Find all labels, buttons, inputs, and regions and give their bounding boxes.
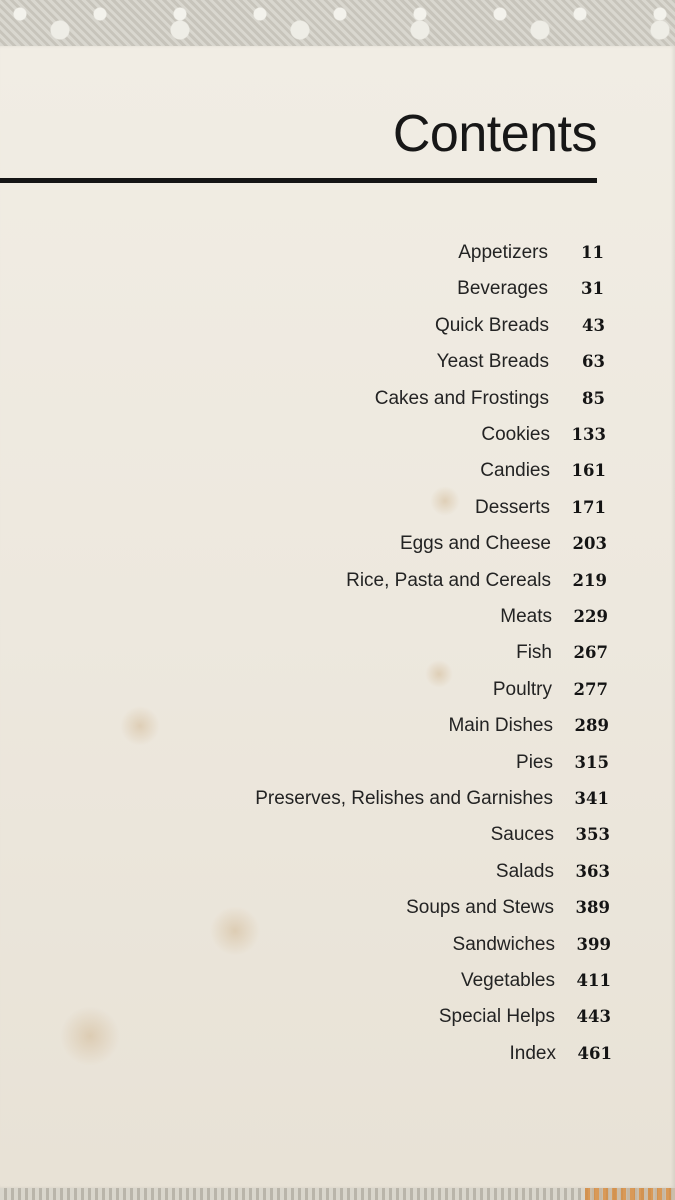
toc-entry-title: Appetizers [458,242,548,263]
toc-entry-title: Pies [516,751,553,773]
toc-entry-page-number: 353 [575,825,610,845]
toc-entry-page-number: 203 [572,534,607,554]
toc-entry [0,566,675,596]
toc-entry-page-number: 363 [575,861,610,881]
toc-entry [0,493,675,523]
toc-entry-title: Yeast Breads [436,351,549,373]
toc-entry [0,930,675,960]
toc-entry-page-number: 389 [575,898,610,918]
toc-entry [0,638,675,668]
toc-entry-title: Fish [516,642,552,664]
toc-entry-title: Vegetables [460,970,555,991]
toc-entry [0,966,675,996]
toc-entry-page-number: 171 [571,497,606,517]
toc-entry-title: Desserts [475,496,550,518]
toc-entry-page-number: 315 [574,752,609,772]
toc-entry-page-number: 289 [574,716,609,736]
toc-entry [0,529,675,559]
toc-entry [0,456,675,486]
toc-entry-page-number: 411 [576,971,611,990]
toc-entry-title: Cookies [481,424,550,445]
toc-entry-title: Salads [495,860,554,882]
toc-entry-title: Poultry [492,678,552,700]
toc-entry-page-number: 133 [571,425,606,444]
toc-entry-page-number: 461 [577,1043,612,1063]
toc-entry [0,1039,675,1069]
toc-entry-title: Sauces [490,824,554,846]
toc-entry [0,857,675,887]
toc-entry-title: Candies [480,460,550,482]
toc-entry-page-number: 399 [576,934,611,954]
toc-entry [0,893,675,923]
toc-entry-page-number: 43 [582,315,605,335]
toc-entry [0,748,675,778]
toc-entry [0,274,675,304]
toc-entry-page-number: 219 [572,570,607,590]
toc-entry-title: Beverages [457,278,548,300]
toc-entry [0,384,675,414]
toc-entry-title: Meats [500,606,552,627]
toc-entry-page-number: 341 [574,789,609,808]
toc-entry-title: Quick Breads [434,314,549,336]
toc-entry [0,420,675,450]
toc-entry-title: Special Helps [438,1006,555,1028]
toc-entry-title: Eggs and Cheese [399,533,551,555]
toc-entry [0,1002,675,1032]
toc-entry-page-number: 267 [573,643,608,663]
page-title: Contents [392,105,597,163]
toc-entry [0,347,675,377]
toc-entry [0,602,675,632]
toc-entry-title: Rice, Pasta and Cereals [346,569,551,591]
toc-entry-page-number: 229 [573,607,608,626]
toc-entry [0,675,675,705]
toc-entry-page-number: 11 [581,243,604,262]
toc-entry-title: Preserves, Relishes and Garnishes [255,788,553,809]
toc-entry [0,784,675,814]
toc-entry-title: Sandwiches [452,933,555,955]
toc-entry-title: Main Dishes [448,715,553,737]
toc-entry-page-number: 63 [582,352,605,372]
toc-entry-page-number: 161 [571,461,606,481]
toc-entry-page-number: 31 [581,279,604,299]
toc-entry-title: Soups and Stews [406,897,554,919]
toc-entry-title: Index [509,1042,556,1064]
toc-entry-page-number: 85 [582,388,605,408]
toc-entry [0,238,675,268]
toc-entry-title: Cakes and Frostings [374,387,549,409]
lace-tablecloth-bottom [0,1188,675,1200]
toc-entry-page-number: 277 [573,679,608,699]
toc-entry-page-number: 443 [576,1007,611,1027]
toc-entry [0,311,675,341]
toc-entry [0,820,675,850]
toc-entry [0,711,675,741]
